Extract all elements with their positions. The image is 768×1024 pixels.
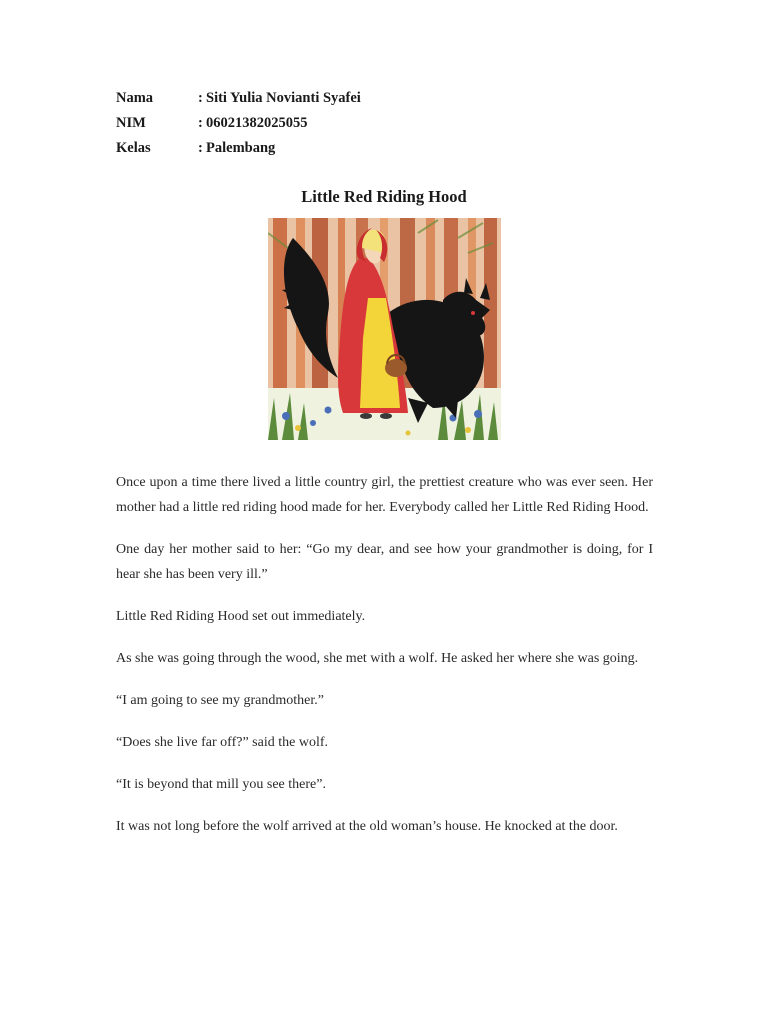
class-separator: : — [198, 140, 203, 156]
name-row — [116, 86, 361, 111]
class-value: Palembang — [206, 140, 276, 156]
story-paragraph: As she was going through the wood, she met with a wolf. He asked her where she was going. — [116, 651, 639, 666]
story-paragraph: “I am going to see my grandmother.” — [116, 693, 324, 708]
name-value: Siti Yulia Novianti Syafei — [206, 90, 361, 106]
student-info — [116, 86, 361, 161]
nim-value: 06021382025055 — [206, 115, 308, 131]
story-paragraph: It was not long before the wolf arrived at the old woman’s house. He knocked at the door. — [116, 819, 618, 834]
class-label: Kelas — [116, 140, 151, 156]
story-paragraph: “Does she live far off?” said the wolf. — [116, 735, 328, 750]
story-illustration — [268, 218, 501, 440]
story-paragraph: Once upon a time there lived a little country girl, the prettiest creature who was ever seen. Her mother had a little red riding hood made for her. Everybody called her Little Red Riding Hood. — [116, 475, 653, 515]
story-title: Little Red Riding Hood — [301, 187, 467, 206]
nim-row — [116, 111, 361, 136]
story-paragraph: “It is beyond that mill you see there”. — [116, 777, 326, 792]
nim-separator: : — [198, 115, 203, 131]
story-paragraph: Little Red Riding Hood set out immediately. — [116, 609, 366, 624]
nim-label: NIM — [116, 115, 146, 131]
story-paragraph: One day her mother said to her: “Go my dear, and see how your grandmother is doing, for I hear she has been very ill.” — [116, 542, 653, 582]
name-label: Nama — [116, 90, 154, 106]
class-row — [116, 136, 361, 161]
name-separator: : — [198, 90, 203, 106]
story-body — [116, 470, 653, 856]
